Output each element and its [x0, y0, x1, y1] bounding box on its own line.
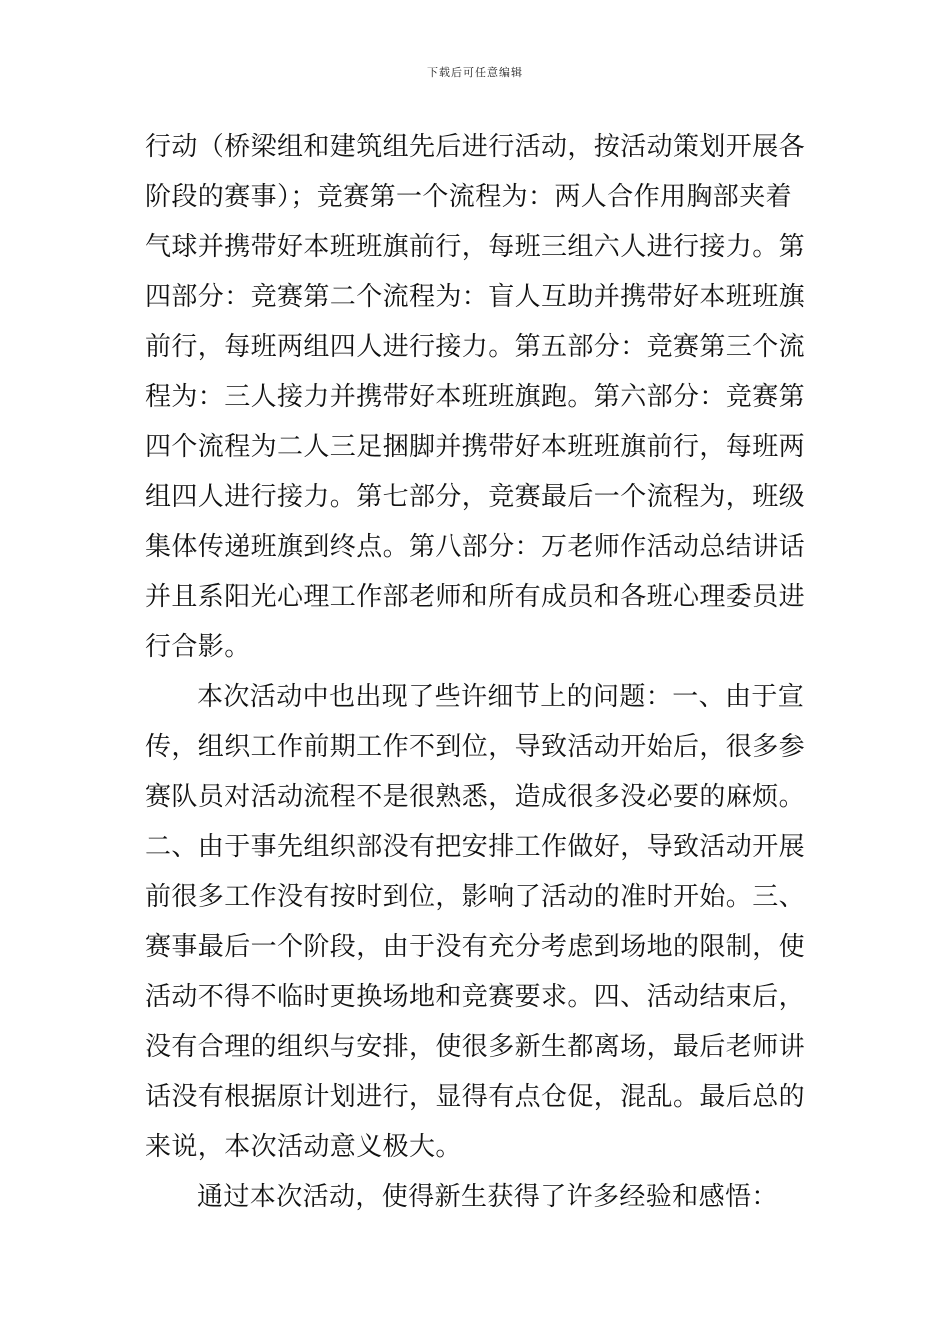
text-line: 传，组织工作前期工作不到位，导致活动开始后，很多参: [145, 732, 806, 762]
text-line: 前很多工作没有按时到位，影响了活动的准时开始。三、: [145, 882, 806, 912]
text-line: 组四人进行接力。第七部分，竞赛最后一个流程为，班级: [145, 482, 806, 512]
text-line: 气球并携带好本班班旗前行，每班三组六人进行接力。第: [145, 232, 806, 262]
text-line: 四部分：竞赛第二个流程为：盲人互助并携带好本班班旗: [145, 282, 806, 312]
text-line: 没有合理的组织与安排，使很多新生都离场，最后老师讲: [145, 1032, 806, 1062]
text-line: 行动（桥梁组和建筑组先后进行活动，按活动策划开展各: [145, 132, 806, 162]
text-line: 赛事最后一个阶段，由于没有充分考虑到场地的限制，使: [145, 932, 806, 962]
paragraph-problems: [145, 672, 811, 1172]
text-line: 赛队员对活动流程不是很熟悉，造成很多没必要的麻烦。: [145, 782, 806, 812]
text-line: 四个流程为二人三足捆脚并携带好本班班旗前行，每班两: [145, 432, 806, 462]
text-line: 活动不得不临时更换场地和竞赛要求。四、活动结束后，: [145, 982, 806, 1012]
text-line: 前行，每班两组四人进行接力。第五部分：竞赛第三个流: [145, 332, 806, 362]
text-line: 阶段的赛事）；竞赛第一个流程为：两人合作用胸部夹着: [145, 182, 793, 212]
text-line: 二、由于事先组织部没有把安排工作做好，导致活动开展: [145, 832, 806, 862]
text-line: 并且系阳光心理工作部老师和所有成员和各班心理委员进: [145, 582, 806, 612]
paragraph-conclusion: [145, 1172, 811, 1222]
text-line: 本次活动中也出现了些许细节上的问题：一、由于宣: [197, 682, 805, 712]
text-line: 通过本次活动，使得新生获得了许多经验和感悟：: [197, 1182, 778, 1212]
text-line: 行合影。: [145, 632, 251, 662]
text-line: 集体传递班旗到终点。第八部分：万老师作活动总结讲话: [145, 532, 806, 562]
page-header-note: 下载后可任意编辑: [427, 66, 523, 79]
document-body: [145, 122, 811, 1222]
text-line: 程为：三人接力并携带好本班班旗跑。第六部分：竞赛第: [145, 382, 806, 412]
paragraph-activity-process: [145, 122, 811, 672]
text-line: 话没有根据原计划进行，显得有点仓促，混乱。最后总的: [145, 1082, 806, 1112]
text-line: 来说，本次活动意义极大。: [145, 1132, 462, 1162]
